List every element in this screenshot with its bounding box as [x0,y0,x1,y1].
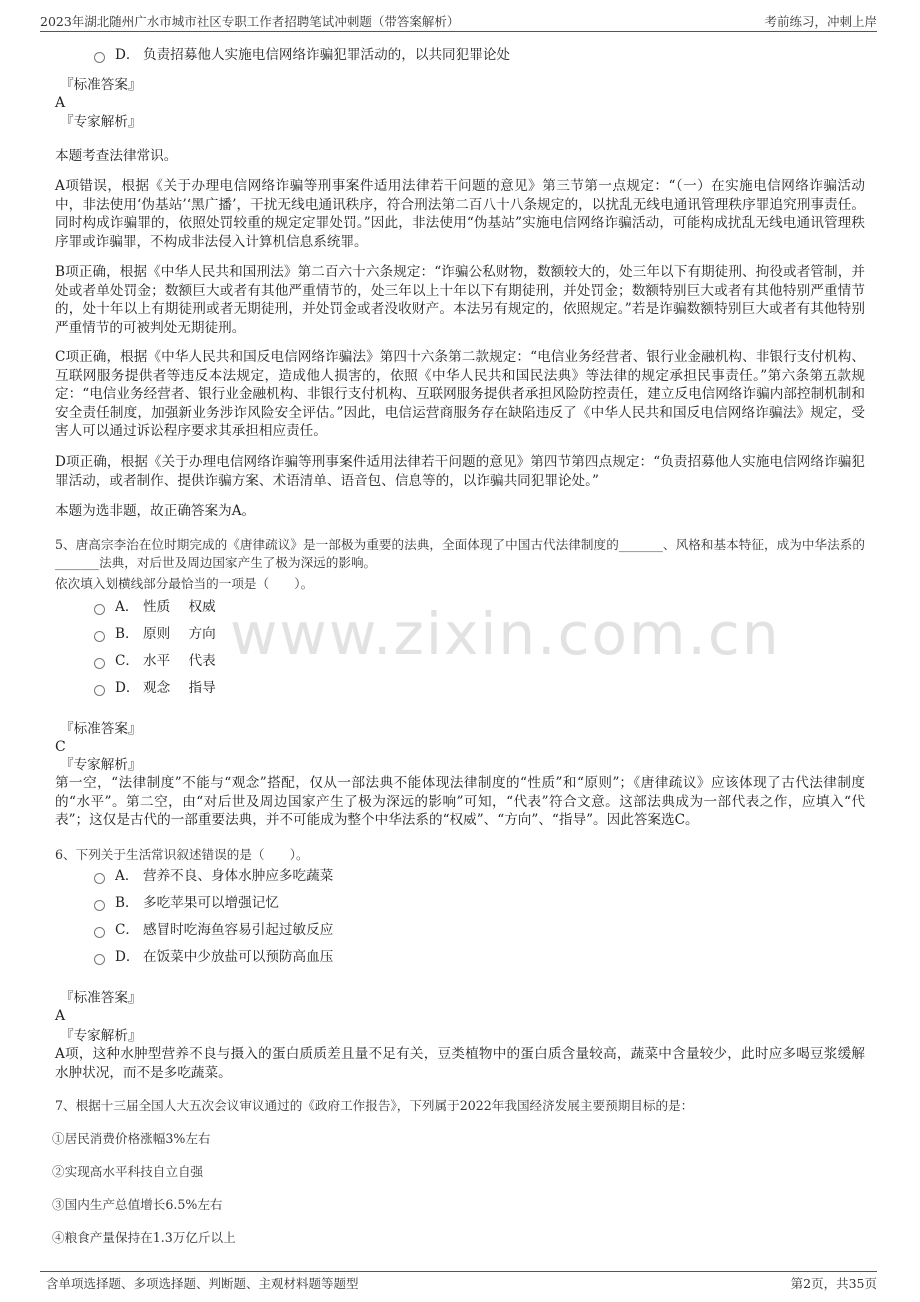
q4-option-d[interactable] [94,46,510,64]
q6-analysis-label: 『专家解析』 [60,1028,142,1044]
radio-icon[interactable] [94,604,105,615]
q4-answer-label: 『标准答案』 [60,77,142,93]
option-letter: D． [115,680,140,696]
q4-analysis-d: D项正确，根据《关于办理电信网络诈骗等刑事案件适用法律若干问题的意见》第四节第四点规定：“负责招募他人实施电信网络诈骗犯罪活动，或者制作、提供诈骗方案、术语清单、语音包、信息等的，以诈骗共同犯罪论处。” [55,454,865,489]
q6-option-b[interactable] [94,894,279,912]
document-title: 2023年湖北随州广水市城市社区专职工作者招聘笔试冲刺题（带答案解析） [40,14,460,29]
option-text: 原则 方向 [143,626,216,642]
q5-instruction: 依次填入划横线部分最恰当的一项是（ ）。 [55,576,314,591]
q5-analysis-label: 『专家解析』 [60,757,142,773]
radio-icon[interactable] [94,900,105,911]
option-text: 负责招募他人实施电信网络诈骗犯罪活动的，以共同犯罪论处 [143,47,511,63]
option-text: 水平 代表 [143,653,216,669]
q4-analysis-b: B项正确，根据《中华人民共和国刑法》第二百六十六条规定：“诈骗公私财物，数额较大的，处三年以下有期徒刑、拘役或者管制，并处或者单处罚金；数额巨大或者有其他严重情节的，处三年以上十年以下有期徒刑，并处罚金；数额特别巨大或者有其他特别严重情节的，处十年以上有期徒刑或者无期徒刑，并处罚金或者没收财产。本法另有规定的，依照规定。”若是诈骗数额特别巨大或者有其他特别严重情节的可被判处无期徒刑。 [55,264,865,336]
q7-item-3: ③国内生产总值增长6.5%左右 [52,1197,223,1212]
q6-option-c[interactable] [94,921,333,939]
option-letter: D． [115,949,140,965]
option-letter: A． [115,868,139,884]
option-text: 性质 权威 [143,599,216,615]
q7-question: 7、根据十三届全国人大五次会议审议通过的《政府工作报告》，下列属于2022年我国经济发展主要预期目标的是： [55,1098,694,1113]
option-text: 在饭菜中少放盐可以预防高血压 [143,949,334,965]
q6-answer-label: 『标准答案』 [60,990,142,1006]
q5-option-a[interactable] [94,598,216,616]
page-number: 第2页，共35页 [790,1276,877,1291]
option-letter: D． [115,47,140,63]
option-letter: B． [115,626,139,642]
q4-analysis-a: A项错误，根据《关于办理电信网络诈骗等刑事案件适用法律若干问题的意见》第三节第一点规定：“（一）在实施电信网络诈骗活动中，非法使用‘伪基站’‘黑广播’，干扰无线电通讯秩序，符合刑法第二百八十八条规定的，以扰乱无线电通讯管理秩序罪追究刑事责任。同时构成诈骗罪的，依照处罚较重的规定定罪处罚。”因此，非法使用“伪基站”实施电信网络诈骗活动，可能构成扰乱无线电通讯管理秩序罪或诈骗罪，不构成非法侵入计算机信息系统罪。 [55,178,865,250]
radio-icon[interactable] [94,927,105,938]
q5-answer-label: 『标准答案』 [60,721,142,737]
q4-analysis-intro: 本题考查法律常识。 [55,148,178,164]
q5-answer: C [55,739,66,755]
q7-item-1: ①居民消费价格涨幅3%左右 [52,1131,211,1146]
radio-icon[interactable] [94,658,105,669]
q4-analysis-conclusion: 本题为选非题，故正确答案为A。 [55,503,256,519]
q6-answer: A [55,1008,66,1024]
q7-item-2: ②实现高水平科技自立自强 [52,1164,204,1179]
watermark: www.zixin.com.cn [230,600,781,668]
q4-analysis-c: C项正确，根据《中华人民共和国反电信网络诈骗法》第四十六条第二款规定：“电信业务经营者、银行业金融机构、非银行支付机构、互联网服务提供者等违反本法规定，造成他人损害的，依照《中华人民共和国民法典》等法律的规定承担民事责任。”第六条第五款规定：“电信业务经营者、银行业金融机构、非银行支付机构、互联网服务提供者承担风险防控责任，建立反电信网络诈骗内部控制机制和安全责任制度，加强新业务涉诈风险安全评估。”因此，电信运营商服务存在缺陷违反了《中华人民共和国反电信网络诈骗法》规定，受害人可以通过诉讼程序要求其承担相应责任。 [55,349,865,439]
option-text: 营养不良、身体水肿应多吃蔬菜 [143,868,334,884]
q4-answer: A [55,95,66,111]
option-text: 感冒时吃海鱼容易引起过敏反应 [143,922,334,938]
q5-option-d[interactable] [94,679,216,697]
q5-analysis: 第一空，“法律制度”不能与“观念”搭配，仅从一部法典不能体现法律制度的“性质”和“原则”；《唐律疏议》应该体现了古代法律制度的“水平”。第二空，由“对后世及周边国家产生了极为深远的影响”可知，“代表”符合文意。这部法典成为一部代表之作，应填入“代表”；这仅是古代的一部重要法典，并不可能成为整个中华法系的“权威”、“方向”、“指导”。因此答案选C。 [55,775,865,828]
option-text: 观念 指导 [143,680,216,696]
q7-item-4: ④粮食产量保持在1.3万亿斤以上 [52,1230,236,1245]
header-slogan: 考前练习，冲刺上岸 [764,14,877,29]
q5-question: 5、唐高宗李治在位时期完成的《唐律疏议》是一部极为重要的法典，全面体现了中国古代法律制度的_______、风格和基本特征，成为中华法系的_______法典，对后世及周边国家产生了极为深远的影响。 [55,537,865,570]
radio-icon[interactable] [94,52,105,63]
option-text: 多吃苹果可以增强记忆 [143,895,279,911]
footer-question-types: 含单项选择题、多项选择题、判断题、主观材料题等题型 [46,1276,359,1291]
radio-icon[interactable] [94,685,105,696]
q4-analysis-label: 『专家解析』 [60,114,142,130]
header-divider [40,31,877,32]
q6-question: 6、下列关于生活常识叙述错误的是（ ）。 [55,847,309,862]
footer-divider [40,1271,877,1272]
radio-icon[interactable] [94,631,105,642]
q6-option-d[interactable] [94,948,333,966]
radio-icon[interactable] [94,873,105,884]
option-letter: C． [115,922,139,938]
q5-option-b[interactable] [94,625,216,643]
q6-analysis: A项，这种水肿型营养不良与摄入的蛋白质质差且量不足有关，豆类植物中的蛋白质含量较高，蔬菜中含量较少，此时应多喝豆浆缓解水肿状况，而不是多吃蔬菜。 [55,1046,865,1081]
radio-icon[interactable] [94,954,105,965]
option-letter: B． [115,895,139,911]
q6-option-a[interactable] [94,867,333,885]
option-letter: A． [115,599,139,615]
q5-option-c[interactable] [94,652,216,670]
option-letter: C． [115,653,139,669]
